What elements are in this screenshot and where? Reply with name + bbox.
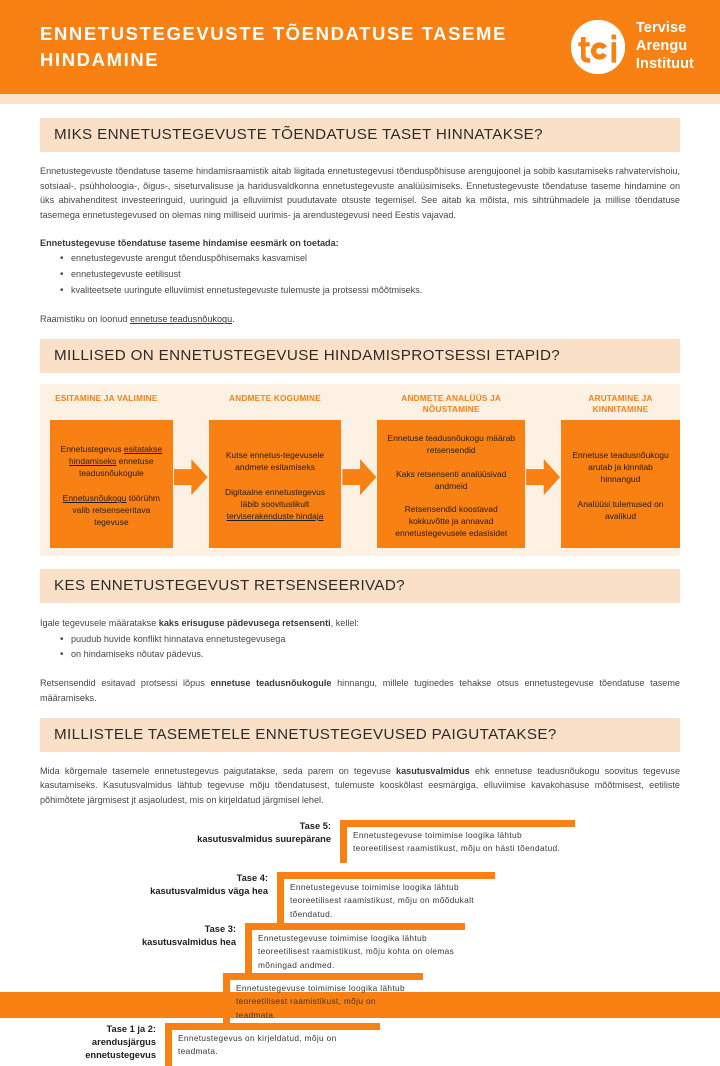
process-text: Ennetustegevus esitatakse hindamiseks ennetuse teadusnõukogule — [60, 443, 163, 479]
levels-intro — [40, 764, 680, 808]
level-label-line-1: Tase 5: — [299, 820, 331, 831]
process-stage-3-box — [377, 420, 525, 548]
list-item: • ennetustegevuste eetilisust — [60, 267, 680, 283]
section-heading-why: MIKS ENNETUSTEGEVUSTE TÕENDATUSE TASET HINNATAKSE? — [40, 118, 680, 152]
process-stage-2-title: ANDMETE KOGUMINE — [229, 394, 321, 404]
process-stage-2-box — [209, 420, 342, 548]
process-text: Ennetuse teadusnõukogu määrab retsensendid — [387, 433, 516, 456]
page-content — [0, 104, 720, 1061]
reviewers-closing — [40, 676, 680, 705]
process-stage-1-title: ESITAMINE JA VALIMINE — [55, 394, 158, 404]
level-label-line-3: ennetustegevus — [85, 1050, 156, 1061]
section-heading-reviewers: KES ENNETUSTEGEVUST RETSENSEERIVAD? — [40, 569, 680, 603]
reviewers-lead — [40, 616, 680, 631]
level-label-1 — [40, 1023, 165, 1063]
framework-note-prefix: Raamistiku on loonud — [40, 314, 130, 325]
level-label-line-2: kasutusvalmidus väga hea — [150, 885, 268, 896]
process-stage-4-box — [561, 420, 680, 548]
process-arrow-2 — [341, 394, 377, 548]
reviewers-criteria-list — [60, 632, 680, 663]
reviewers-lead-bold: kaks erisuguse pädevusega retsensenti — [158, 618, 331, 629]
level-step-3 — [245, 923, 465, 979]
reviewers-lead-suffix: , kellel: — [330, 618, 359, 629]
reviewers-lead-prefix: Igale tegevusele määratakse — [40, 618, 159, 629]
level-row-5 — [90, 820, 575, 863]
levels-intro-suffix: ehk ennetuse teadusnõukogu soovitus tegevuse kasutamiseks. Kasutusvalmidus lähtub tegevuse mõju tõendatusest, tulemuste kooskõlast eesmärgiga, elluviimise kavakohasuse mõõtmisest, eetiliste põhimõtete järgmisest jt asjaoludest, mis on kirjeldatud järgmisel lehel. — [40, 765, 680, 805]
ennetuse-teadusnoukogu-link[interactable]: ennetuse teadusnõukogu — [129, 314, 233, 325]
reviewers-closing-prefix: Retsensendid esitavad protsessi lõpus — [40, 678, 211, 689]
arrow-right-icon — [526, 459, 560, 495]
level-row-1 — [40, 1023, 380, 1066]
level-label-line-2: kasutusvalmidus hea — [141, 936, 236, 947]
level-label-4 — [62, 872, 277, 898]
logo-line-1: Tervise — [635, 20, 687, 37]
level-label-line-2: kasutusvalmidus suurepärane — [197, 833, 331, 844]
process-arrow-3 — [525, 394, 561, 548]
list-item: • on hindamiseks nõutav pädevus. — [60, 647, 680, 663]
process-text: Kaks retsensenti analüüsivad andmeid — [395, 468, 507, 491]
level-label-line-1: Tase 4: — [236, 872, 268, 883]
process-text: Digitaalne ennetustegevus läbib soovituslikult terviserakenduste hindaja — [224, 487, 326, 522]
reviewers-closing-bold: ennetuse teadusnõukogule — [210, 678, 332, 689]
process-text: Kutse ennetus-tegevusele andmete esitamiseks — [225, 449, 325, 472]
level-step-5 — [340, 820, 575, 863]
level-text-5: Ennetustegevuse toimimise loogika lähtub teoreetilisest raamistikust, mõju on hästi tõendatud. — [353, 829, 561, 854]
level-label-line-1: Tase 3: — [204, 923, 236, 934]
process-stage-4-title: ARUTAMINE JA KINNITAMINE — [588, 394, 653, 414]
list-item: • puudub huvide konflikt hinnatava ennetustegevusega — [60, 632, 680, 648]
levels-intro-prefix: Mida kõrgemale tasemele ennetustegevus paigutatakse, seda parem on tegevuse — [40, 765, 397, 776]
tai-logo-text — [636, 20, 694, 73]
level-step-1 — [165, 1023, 380, 1066]
process-diagram — [40, 384, 680, 556]
section-heading-levels: MILLISTELE TASEMETELE ENNETUSTEGEVUSED PAIGUTATAKSE? — [40, 718, 680, 752]
page-title: ENNETUSTEGEVUSTE TÕENDATUSE TASEME HINDAMINE — [40, 22, 507, 70]
process-text: Ennetusnõukogu töörühm valib retsenseeritava tegevuse — [62, 493, 161, 528]
process-stage-2 — [209, 394, 342, 548]
level-text-4: Ennetustegevuse toimimise loogika lähtub teoreetilisest raamistikust, mõju on mõõdukalt tõendatud. — [290, 881, 474, 919]
process-stage-1 — [40, 394, 173, 548]
level-text-3: Ennetustegevuse toimimise loogika lähtub teoreetilisest raamistikust, mõju kohta on olemas mõningad andmed. — [258, 932, 455, 970]
why-paragraph: Ennetustegevuste tõendatuse taseme hindamisraamistik aitab liigitada ennetustegevusi tõenduspõhisuse arengujoonel ja sobib kasutamiseks rahvatervishoiu, sotsiaal-, psühholoogia-, õigus-, siseturvalisuse ja haridusvaldkonna ennetustegevuste analüüsimiseks. Ennetustegevuste tõendatuse taseme hindamine on üks abivahenditest investeeringuid, uuringuid ja elluviimist puudutavate otsuste tegemisel. See aitab ka mõista, mis sihtrühmadele ja millise tõendatuse tasemega ennetustegevused on olemas ning milliseid uurimis- ja arendustegevusi need Eestis vajavad. — [40, 166, 680, 221]
why-goal-lead: Ennetustegevuse tõendatuse taseme hindamise eesmärk on toetada: — [40, 237, 339, 248]
process-text: Ennetuse teadusnõukogu arutab ja kinnitab hinnangud — [572, 449, 669, 485]
levels-intro-bold: kasutusvalmidus — [396, 765, 470, 776]
process-arrow-1 — [173, 394, 209, 548]
level-step-2 — [223, 973, 423, 1029]
process-text: Retsensendid koostavad kokkuvõtte ja annavad ennetustegevusele edasisidet — [395, 503, 508, 538]
level-row-3 — [40, 923, 465, 979]
framework-note-suffix: . — [232, 314, 235, 325]
level-label-line-1: Tase 1 ja 2: — [106, 1023, 156, 1034]
list-item: • ennetustegevuste arengut tõenduspõhisemaks kasvamisel — [60, 251, 680, 267]
arrow-right-icon — [174, 459, 208, 495]
level-label-3 — [40, 923, 245, 949]
page-header — [0, 0, 720, 94]
header-accent-strip — [0, 94, 720, 104]
framework-note — [40, 312, 680, 327]
tai-logo-lockup — [571, 20, 698, 74]
process-text: Analüüsi tulemused on avalikud — [577, 499, 664, 522]
arrow-right-icon — [342, 459, 376, 495]
level-label-line-2: arendusjärgus — [91, 1036, 156, 1047]
process-stage-1-box — [50, 420, 173, 548]
why-goal-list — [60, 251, 680, 298]
level-row-4 — [62, 872, 495, 928]
logo-line-2: Arengu — [635, 38, 688, 55]
process-stage-4 — [561, 394, 680, 548]
tai-logo-icon — [571, 20, 625, 74]
logo-line-3: Instituut — [635, 55, 694, 72]
reviewers-closing-suffix: hinnangu, millele tuginedes tehakse otsus ennetustegevuse tõendatuse taseme määramiseks. — [40, 678, 680, 703]
level-text-2: Ennetustegevuse toimimise loogika lähtub teoreetilisest raamistikust, mõju on teadmata. — [236, 982, 405, 1020]
level-text-1: Ennetustegevus on kirjeldatud, mõju on teadmata. — [178, 1032, 337, 1057]
section-heading-stages: MILLISED ON ENNETUSTEGEVUSE HINDAMISPROTSESSI ETAPID? — [40, 339, 680, 373]
level-step-4 — [277, 872, 495, 928]
level-label-5 — [90, 820, 340, 846]
process-stage-3-title: ANDMETE ANALÜÜS JA NÕUSTAMINE — [401, 394, 502, 414]
process-stage-3 — [377, 394, 525, 548]
list-item: • kvaliteetsete uuringute elluviimist ennetustegevuste tulemuste ja protsessi mõõtmiseks. — [60, 283, 680, 299]
